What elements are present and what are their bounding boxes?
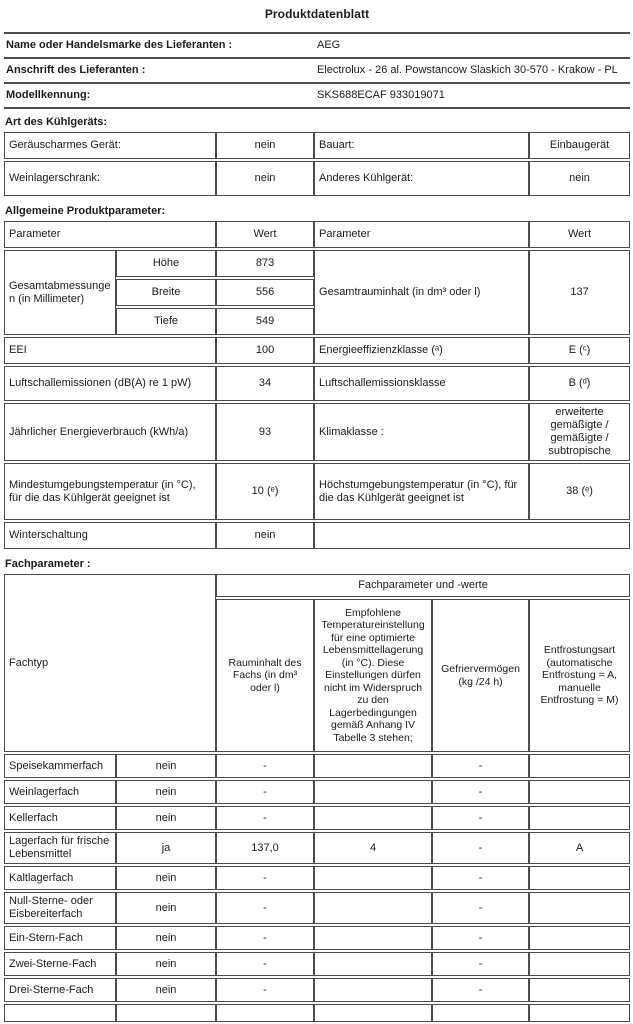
param-value: nein <box>216 132 314 159</box>
temperatur-cell <box>314 952 432 976</box>
entfrostung-cell: A <box>529 832 630 864</box>
noise-class-label: Luftschallemissionsklasse <box>314 366 529 401</box>
temperatur-cell <box>314 892 432 924</box>
gefriervermoegen-cell: - <box>432 926 529 950</box>
entfrostung-cell <box>529 780 630 804</box>
empty-cell <box>4 1004 116 1022</box>
winter-setting-value: nein <box>216 522 314 549</box>
width-value: 556 <box>216 279 314 306</box>
empty-cell <box>529 1004 630 1022</box>
vorhanden-cell: nein <box>116 754 216 778</box>
max-ambient-temp-value: 38 (ᵉ) <box>529 463 630 520</box>
param-label: Geräuscharmes Gerät: <box>4 132 216 159</box>
vorhanden-cell: nein <box>116 952 216 976</box>
empty-cell <box>432 1004 529 1022</box>
page-title: Produktdatenblatt <box>264 7 370 21</box>
table-row <box>4 978 630 1002</box>
rauminhalt-cell: - <box>216 806 314 830</box>
min-ambient-temp-label: Mindestumgebungstemperatur (in °C), für die das Kühlgerät geeignet ist <box>4 463 216 520</box>
annual-energy-label: Jährlicher Energieverbrauch (kWh/a) <box>4 403 216 461</box>
width-label: Breite <box>116 279 216 306</box>
fachtyp-cell: Lagerfach für frische Lebensmittel <box>4 832 116 864</box>
empty-cell <box>116 1004 216 1022</box>
vorhanden-cell: nein <box>116 866 216 890</box>
height-label: Höhe <box>116 250 216 277</box>
climate-class-value: erweiterte gemäßigte / gemäßigte / subtropische <box>529 403 630 461</box>
table-row <box>4 892 630 924</box>
temperatur-cell <box>314 926 432 950</box>
table-row <box>4 132 630 159</box>
empty-cell <box>216 1004 314 1022</box>
col-header-wert: Wert <box>216 221 314 248</box>
vorhanden-cell: nein <box>116 806 216 830</box>
rauminhalt-cell: - <box>216 780 314 804</box>
table-header-row <box>4 574 630 597</box>
param-label: Weinlagerschrank: <box>4 161 216 196</box>
min-ambient-temp-value: 10 (ᵉ) <box>216 463 314 520</box>
rauminhalt-cell: - <box>216 754 314 778</box>
rauminhalt-cell: - <box>216 866 314 890</box>
table-row <box>4 806 630 830</box>
entfrostung-cell <box>529 806 630 830</box>
allgemeine-parameter-table <box>4 219 630 551</box>
max-ambient-temp-label: Höchstumgebungstemperatur (in °C), für die das Kühlgerät geeignet ist <box>314 463 529 520</box>
table-row <box>4 366 630 401</box>
table-row <box>4 250 630 277</box>
gefriervermoegen-cell: - <box>432 978 529 1002</box>
fachtyp-cell: Ein-Stern-Fach <box>4 926 116 950</box>
depth-value: 549 <box>216 308 314 335</box>
table-row <box>4 463 630 520</box>
gefriervermoegen-cell: - <box>432 806 529 830</box>
param-label: Anderes Kühlgerät: <box>314 161 529 196</box>
rauminhalt-cell: - <box>216 978 314 1002</box>
supplier-info-table <box>4 32 630 109</box>
eei-label: EEI <box>4 337 216 364</box>
dimensions-label: Gesamtabmessungen (in Millimeter) <box>4 250 116 335</box>
table-row <box>4 952 630 976</box>
entfrostung-cell <box>529 978 630 1002</box>
param-value: Einbaugerät <box>529 132 630 159</box>
supplier-name-value: AEG <box>314 33 630 58</box>
empty-cell <box>314 1004 432 1022</box>
group-header-fachparameter: Fachparameter und -werte <box>216 574 630 597</box>
vorhanden-cell: nein <box>116 892 216 924</box>
param-value: nein <box>529 161 630 196</box>
temperatur-cell <box>314 866 432 890</box>
col-header-fachtyp: Fachtyp <box>4 574 216 752</box>
rauminhalt-cell: - <box>216 952 314 976</box>
param-value: nein <box>216 161 314 196</box>
table-row <box>4 161 630 196</box>
temperatur-cell <box>314 780 432 804</box>
energy-class-value: E (ᶜ) <box>529 337 630 364</box>
entfrostung-cell <box>529 952 630 976</box>
supplier-row <box>4 58 630 83</box>
fachtyp-cell: Drei-Sterne-Fach <box>4 978 116 1002</box>
eei-value: 100 <box>216 337 314 364</box>
annual-energy-value: 93 <box>216 403 314 461</box>
supplier-address-value: Electrolux - 26 al. Powstancow Slaskich 30-570 - Krakow - PL <box>314 58 630 83</box>
vorhanden-cell: nein <box>116 926 216 950</box>
supplier-row <box>4 33 630 58</box>
supplier-address-label: Anschrift des Lieferanten : <box>4 58 314 83</box>
fachtyp-cell: Weinlagerfach <box>4 780 116 804</box>
fachtyp-cell: Null-Sterne- oder Eisbereiterfach <box>4 892 116 924</box>
fachparameter-table <box>4 572 630 1024</box>
table-row <box>4 403 630 461</box>
table-row <box>4 866 630 890</box>
supplier-row <box>4 83 630 108</box>
table-row <box>4 832 630 864</box>
temperatur-cell: 4 <box>314 832 432 864</box>
fachtyp-cell: Kellerfach <box>4 806 116 830</box>
model-id-value: SKS688ECAF 933019071 <box>314 83 630 108</box>
winter-setting-label: Winterschaltung <box>4 522 216 549</box>
col-header-gefriervermoegen: Gefriervermögen (kg /24 h) <box>432 599 529 752</box>
fachtyp-cell: Zwei-Sterne-Fach <box>4 952 116 976</box>
col-header-entfrostung: Entfrostungsart (automatische Entfrostung = A, manuelle Entfrostung = M) <box>529 599 630 752</box>
empty-cell <box>314 522 630 549</box>
section-heading-art: Art des Kühlgeräts: <box>5 116 108 128</box>
gefriervermoegen-cell: - <box>432 866 529 890</box>
gefriervermoegen-cell: - <box>432 780 529 804</box>
energy-class-label: Energieeffizienzklasse (ᵃ) <box>314 337 529 364</box>
rauminhalt-cell: - <box>216 892 314 924</box>
rauminhalt-cell: 137,0 <box>216 832 314 864</box>
table-row <box>4 337 630 364</box>
table-row-cutoff <box>4 1004 630 1022</box>
climate-class-label: Klimaklasse : <box>314 403 529 461</box>
supplier-name-label: Name oder Handelsmarke des Lieferanten : <box>4 33 314 58</box>
col-header-parameter: Parameter <box>4 221 216 248</box>
fachtyp-cell: Speisekammerfach <box>4 754 116 778</box>
vorhanden-cell: nein <box>116 780 216 804</box>
depth-label: Tiefe <box>116 308 216 335</box>
table-row <box>4 754 630 778</box>
fachtyp-cell: Kaltlagerfach <box>4 866 116 890</box>
entfrostung-cell <box>529 892 630 924</box>
noise-emission-value: 34 <box>216 366 314 401</box>
temperatur-cell <box>314 978 432 1002</box>
temperatur-cell <box>314 806 432 830</box>
rauminhalt-cell: - <box>216 926 314 950</box>
table-row <box>4 780 630 804</box>
entfrostung-cell <box>529 866 630 890</box>
gefriervermoegen-cell: - <box>432 832 529 864</box>
model-id-label: Modellkennung: <box>4 83 314 108</box>
entfrostung-cell <box>529 926 630 950</box>
table-row <box>4 926 630 950</box>
height-value: 873 <box>216 250 314 277</box>
table-header-row <box>4 221 630 248</box>
gefriervermoegen-cell: - <box>432 892 529 924</box>
table-row <box>4 522 630 549</box>
total-volume-value: 137 <box>529 250 630 335</box>
col-header-temperatur: Empfohlene Temperatureinstellung für eine optimierte Lebensmittellagerung (in °C). Diese Einstellungen dürfen nicht im Widerspruch zu den Lagerbedingungen gemäß Anhang IV Tabelle 3 stehen; <box>314 599 432 752</box>
gefriervermoegen-cell: - <box>432 754 529 778</box>
noise-class-value: B (ᵈ) <box>529 366 630 401</box>
col-header-parameter: Parameter <box>314 221 529 248</box>
param-label: Bauart: <box>314 132 529 159</box>
vorhanden-cell: ja <box>116 832 216 864</box>
entfrostung-cell <box>529 754 630 778</box>
temperatur-cell <box>314 754 432 778</box>
section-heading-allgemein: Allgemeine Produktparameter: <box>5 205 166 217</box>
vorhanden-cell: nein <box>116 978 216 1002</box>
section-heading-fach: Fachparameter : <box>5 558 91 570</box>
total-volume-label: Gesamtrauminhalt (in dm³ oder l) <box>314 250 529 335</box>
col-header-rauminhalt: Rauminhalt des Fachs (in dm³ oder l) <box>216 599 314 752</box>
art-table <box>4 130 630 198</box>
col-header-wert: Wert <box>529 221 630 248</box>
gefriervermoegen-cell: - <box>432 952 529 976</box>
noise-emission-label: Luftschallemissionen (dB(A) re 1 pW) <box>4 366 216 401</box>
